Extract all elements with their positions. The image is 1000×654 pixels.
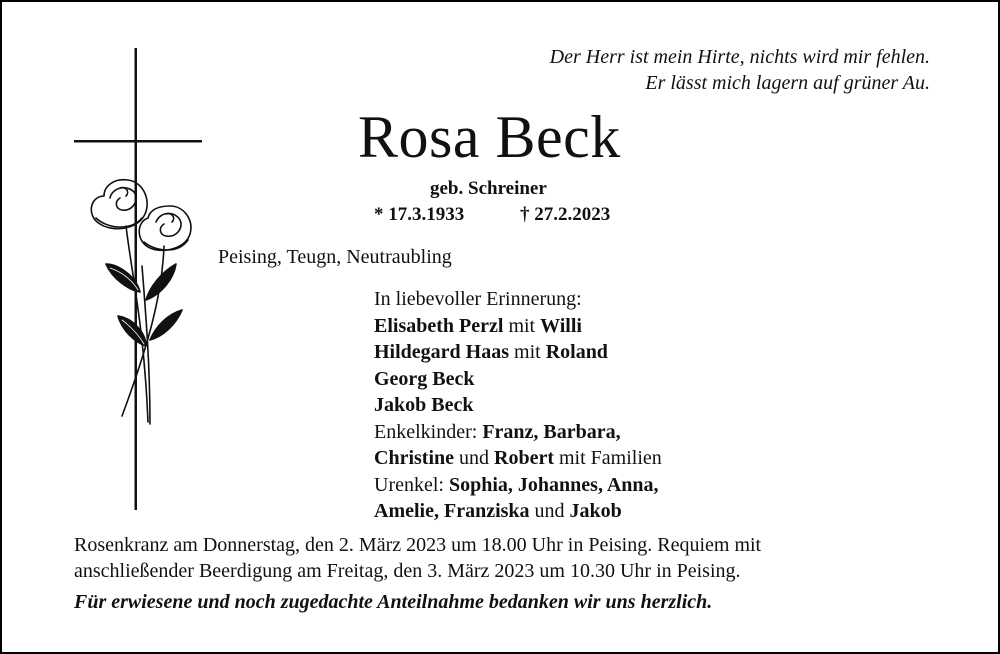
mourner-line xyxy=(374,313,662,340)
mourner-line xyxy=(374,366,662,393)
grandchildren-line xyxy=(374,419,662,446)
cross-with-roses-illustration xyxy=(66,46,206,516)
great-grandchildren-label: Urenkel: xyxy=(374,473,449,496)
mourner-name: Georg Beck xyxy=(374,367,475,390)
mourner-line xyxy=(374,392,662,419)
residence-places: Peising, Teugn, Neutraubling xyxy=(218,246,452,268)
thanks-note: Für erwiesene und noch zugedachte Anteilnahme bedanken wir uns herzlich. xyxy=(74,591,713,613)
mourner-partner-name: Willi xyxy=(540,314,582,337)
mourner-name: Hildegard Haas xyxy=(374,341,510,363)
families-suffix: mit Familien xyxy=(553,447,662,469)
joiner-text: mit xyxy=(503,314,541,337)
cross-icon xyxy=(74,48,202,510)
grandchildren-names: Franz, Barbara, xyxy=(482,420,621,443)
mourners-intro: In liebevoller Erinnerung: xyxy=(374,288,582,310)
deceased-name: Rosa Beck xyxy=(358,104,621,170)
great-grandchildren-names: Sophia, Johannes, Anna, xyxy=(448,473,659,496)
mourner-name: Elisabeth Perzl xyxy=(374,314,504,337)
roses-icon xyxy=(91,180,191,424)
joiner-text: und xyxy=(529,500,570,522)
grandchildren-line-2 xyxy=(374,445,662,472)
mourner-name: Jakob Beck xyxy=(374,394,474,416)
grandchild-name: Christine xyxy=(374,447,454,469)
psalm-quote-line-2: Er lässt mich lagern auf grüner Au. xyxy=(645,72,930,94)
mourner-line xyxy=(374,339,662,366)
funeral-details xyxy=(74,532,761,584)
grandchildren-label: Enkelkinder: xyxy=(374,420,483,443)
grandchild-name: Robert xyxy=(494,447,554,469)
birth-date: * 17.3.1933 xyxy=(374,204,465,225)
great-grandchild-name: Jakob xyxy=(569,500,622,522)
joiner-text: und xyxy=(454,447,494,469)
great-grandchildren-line xyxy=(374,472,662,499)
funeral-details-line-2: anschließender Beerdigung am Freitag, den 3. März 2023 um 10.30 Uhr in Peising. xyxy=(74,560,741,582)
great-grandchildren-line-2 xyxy=(374,498,662,525)
joiner-text: mit xyxy=(509,341,546,363)
funeral-details-line-1: Rosenkranz am Donnerstag, den 2. März 2023 um 18.00 Uhr in Peising. Requiem mit xyxy=(74,534,762,556)
death-date: † 27.2.2023 xyxy=(520,204,611,225)
mourner-partner-name: Roland xyxy=(545,341,608,363)
psalm-quote-line-1: Der Herr ist mein Hirte, nichts wird mir fehlen. xyxy=(549,46,930,68)
mourners-list xyxy=(374,286,662,525)
maiden-name: geb. Schreiner xyxy=(430,178,547,199)
great-grandchildren-names: Amelie, Franziska xyxy=(374,500,530,522)
